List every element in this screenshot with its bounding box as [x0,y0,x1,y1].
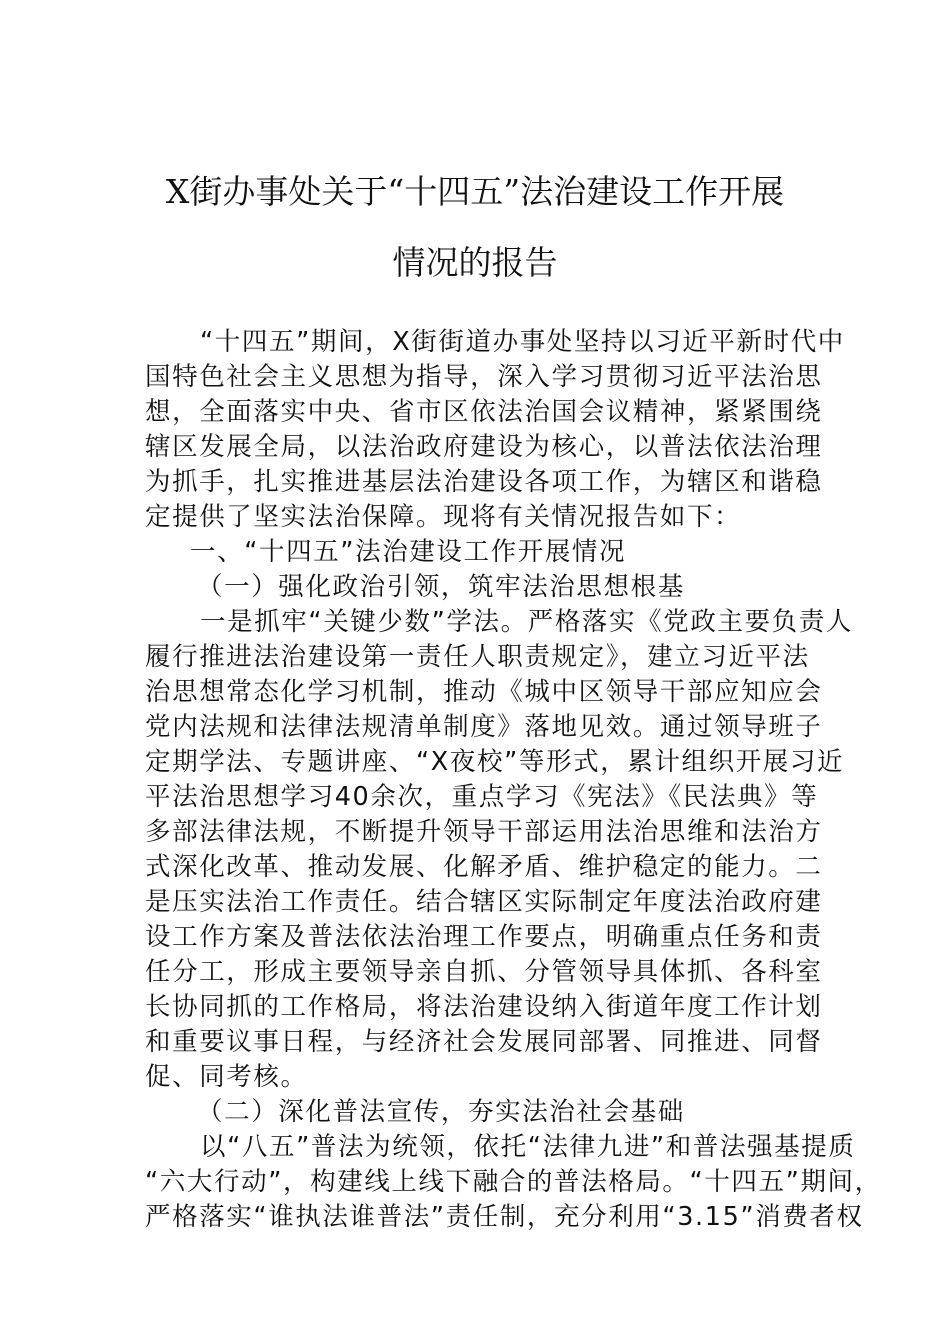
text-line: 辖区发展全局，以法治政府建设为核心，以普法依法治理 [145,432,823,462]
text-line: 履行推进法治建设第一责任人职责规定》，建立习近平法 [145,642,810,672]
text-line: 式深化改革、推动发展、化解矛盾、维护稳定的能力。二 [145,852,823,882]
document-body [145,325,882,1235]
document-title-line-2: 情况的报告 [392,243,558,282]
document-title-line-1: X街办事处关于“十四五”法治建设工作开展 [165,172,785,211]
text-line: 定提供了坚实法治保障。现将有关情况报告如下： [145,502,742,532]
text-line: “六大行动”，构建线上线下融合的普法格局。“十四五”期间， [145,1167,882,1197]
text-line: 一是抓牢“关键少数”学法。严格落实《党政主要负责人 [200,607,853,637]
text-line: 国特色社会主义思想为指导，深入学习贯彻习近平法治思 [145,362,823,392]
text-line: 任分工，形成主要领导亲自抓、分管领导具体抓、各科室 [145,957,823,987]
text-line: 严格落实“谁执法谁普法”责任制，充分利用“3.15”消费者权 [145,1202,864,1232]
text-line: 促、同考核。 [145,1062,308,1092]
text-line: 定期学法、专题讲座、“X夜校”等形式，累计组织开展习近 [145,747,845,777]
text-line: 多部法律法规，不断提升领导干部运用法治思维和法治方 [145,817,823,847]
text-line: 以“八五”普法为统领，依托“法律九进”和普法强基提质 [200,1132,856,1162]
text-line: 和重要议事日程，与经济社会发展同部署、同推进、同督 [145,1027,823,1057]
text-line: 一、“十四五”法治建设工作开展情况 [190,537,627,567]
text-line: 治思想常态化学习机制，推动《城中区领导干部应知应会 [145,677,823,707]
text-line: 是压实法治工作责任。结合辖区实际制定年度法治政府建 [145,887,823,917]
text-line: 长协同抓的工作格局，将法治建设纳入街道年度工作计划 [145,992,823,1022]
text-line: 为抓手，扎实推进基层法治建设各项工作，为辖区和谐稳 [145,467,823,497]
text-line: 平法治思想学习40余次，重点学习《宪法》《民法典》等 [145,782,819,812]
text-line: （二）深化普法宣传，夯实法治社会基础 [197,1097,685,1127]
text-line: “十四五”期间，X街街道办事处坚持以习近平新时代中 [200,327,845,357]
text-line: 设工作方案及普法依法治理工作要点，明确重点任务和责 [145,922,823,952]
text-line: 党内法规和法律法规清单制度》落地见效。通过领导班子 [145,712,823,742]
text-line: （一）强化政治引领，筑牢法治思想根基 [197,572,685,602]
text-line: 想，全面落实中央、省市区依法治国会议精神，紧紧围绕 [145,397,823,427]
